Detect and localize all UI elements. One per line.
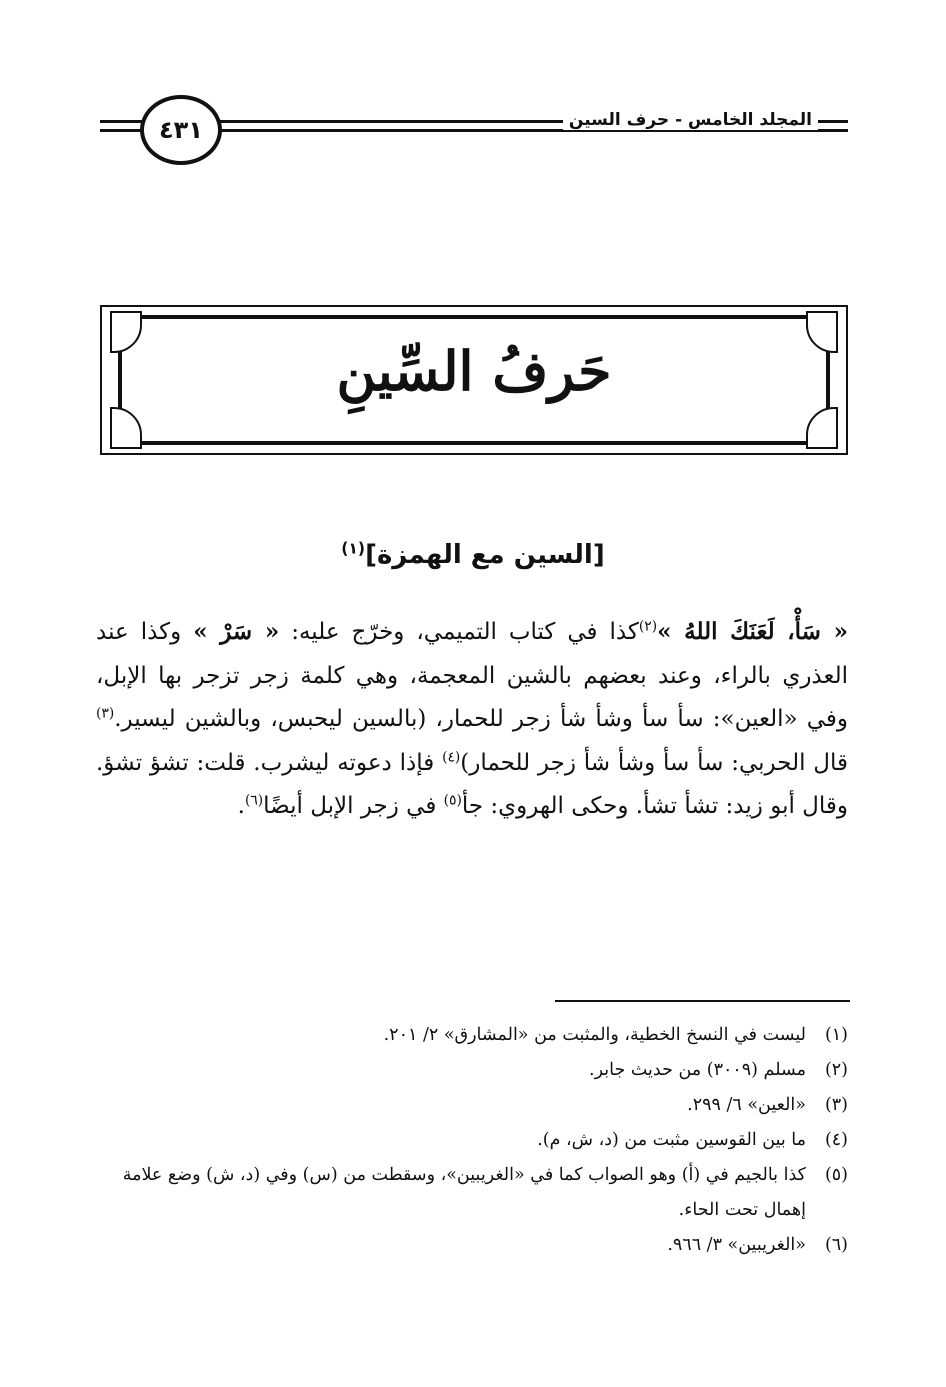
footnote-number: (٣) [824, 1095, 848, 1115]
footnote-number: (٤) [824, 1130, 848, 1150]
footnote-ref: (٢) [638, 618, 658, 635]
running-title: المجلد الخامس - حرف السين [563, 110, 818, 130]
footnote-text: كذا بالجيم في (أ) وهو الصواب كما في «الغريبين»، وسقطت من (س) وفي (د، ش) وضع علامة إهمال تحت الحاء. [122, 1165, 806, 1220]
chapter-title: حَرفُ السِّينِ [336, 339, 612, 403]
footnote-number: (٢) [824, 1060, 848, 1080]
body-text-segment: كذا في كتاب التميمي، وخرّج عليه: [279, 619, 639, 645]
variant-term: « سَرْ » [193, 618, 280, 645]
footnote-item [96, 1158, 848, 1228]
footnote-ref: (٣) [96, 705, 115, 722]
footnote-item [96, 1088, 848, 1123]
footnote-item [96, 1123, 848, 1158]
body-text-segment: قال الحربي: سأ سأ وشأ شأ زجر للحمار) [460, 749, 848, 776]
footnote-text: ما بين القوسين مثبت من (د، ش، م). [537, 1130, 806, 1150]
body-text-segment: في زجر الإبل أيضًا [263, 793, 444, 819]
header-rule-middle [212, 120, 585, 132]
footnote-text: «العين» ٦/ ٢٩٩. [687, 1095, 806, 1115]
body-text-segment: فإذا دعوته ليشرب. قلت: تشؤ تشؤ. وقال أبو زيد: تشأ تشأ. وحكى الهروي: جأ [96, 749, 848, 819]
body-paragraph [96, 610, 848, 829]
body-text-segment: وكذا عند العذري بالراء، وعند بعضهم بالشين المعجمة، وهي كلمة زجر تزجر بها الإبل، وفي «العين»: سأ سأ وشأ شأ زجر للحمار، (بالسين ليحبس، وبالشين ليسير. [96, 619, 848, 732]
footnotes-list [96, 1018, 848, 1263]
footnote-ref: (٤) [442, 748, 461, 765]
footnote-item [96, 1228, 848, 1263]
chapter-title-frame [100, 305, 848, 455]
footnote-ref: (١) [341, 539, 366, 558]
section-heading-text: [السين مع الهمزة] [365, 540, 605, 570]
footnote-separator [555, 1000, 850, 1002]
body-text-segment: . [237, 793, 245, 819]
section-heading [0, 540, 946, 570]
page-number: ٤٣١ [140, 95, 222, 165]
footnote-item [96, 1053, 848, 1088]
footnote-number: (٥) [824, 1165, 848, 1185]
footnote-number: (٦) [824, 1235, 848, 1255]
headword: « سَأْ، لَعَنَكَ اللهُ » [657, 618, 848, 645]
footnote-text: ليست في النسخ الخطية، والمثبت من «المشارق» ٢/ ٢٠١. [383, 1025, 806, 1045]
footnote-ref: (٦) [244, 792, 264, 809]
footnote-item [96, 1018, 848, 1053]
footnote-number: (١) [824, 1025, 848, 1045]
footnote-ref: (٥) [443, 792, 462, 809]
footnote-text: «الغريبين» ٣/ ٩٦٦. [667, 1235, 806, 1255]
footnote-text: مسلم (٣٠٠٩) من حديث جابر. [589, 1060, 806, 1080]
